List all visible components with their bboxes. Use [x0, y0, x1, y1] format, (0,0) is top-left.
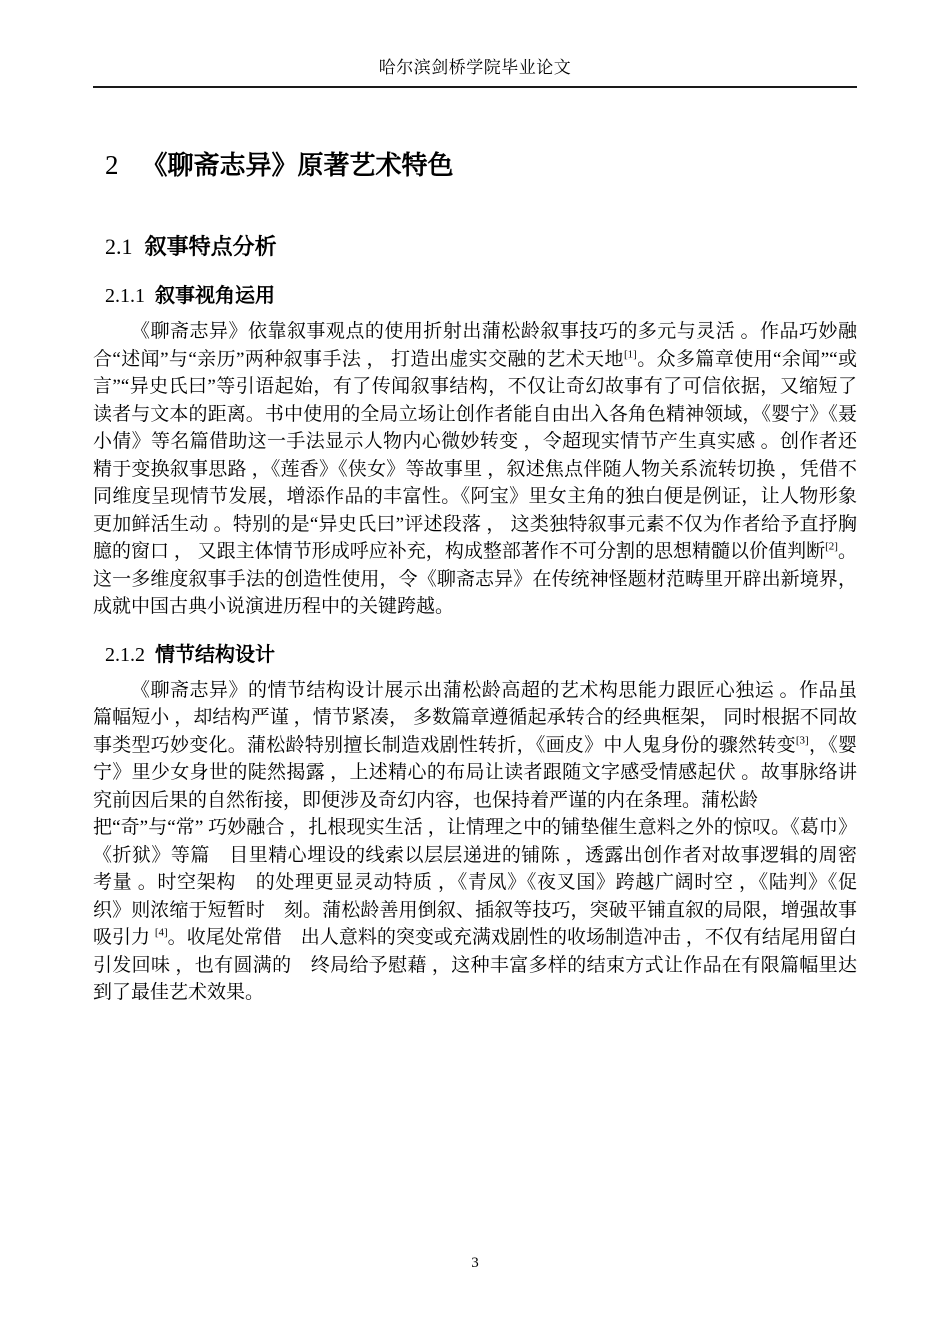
- paragraph-text: 《聊斋志异》依靠叙事观点的使用折射出蒲松龄叙事技巧的多元与灵活 。作品巧妙融合“述闻”与“亲历”两种叙事手法 ， 打造出虚实交融的艺术天地: [93, 321, 857, 370]
- footnote-ref-1: [1]: [623, 348, 637, 361]
- paragraph-narrative-perspective: [93, 318, 857, 621]
- paragraph-plot-structure: [93, 677, 857, 1007]
- section-number: 2.1: [105, 234, 133, 259]
- paragraph-text: 把“奇”与“常” 巧妙融合 ，扎根现实生活 ，让情理之中的铺垫催生意料之外的惊叹。《葛巾》《折狱》等篇 目里精心埋设的线索以层层递进的铺陈 ，透露出创作者对故事逻辑的周密考量 。时空架构 的处理更显灵动特质 ，《青凤》《夜叉国》跨越广阔时空 ，《陆判》《促织》则浓缩于短暂时 刻。蒲松龄善用倒叙、插叙等技巧，突破平铺直叙的局限，增强故事吸引力: [93, 817, 857, 948]
- footnote-ref-4: [4]: [154, 926, 168, 939]
- subsection-title: 情节结构设计: [155, 643, 275, 666]
- subsection-heading-2-1-1: [105, 282, 857, 310]
- chapter-title: 《聊斋志异》原著艺术特色: [141, 150, 454, 180]
- section-title: 叙事特点分析: [144, 234, 277, 259]
- section-heading-2-1: [105, 232, 857, 262]
- paragraph-text: 《聊斋志异》的情节结构设计展示出蒲松龄高超的艺术构思能力跟匠心独运 。作品虽篇幅短小 ，却结构严谨 ，情节紧凑， 多数篇章遵循起承转合的经典框架， 同时根据不同故事类型巧妙变化。蒲松龄特别擅长制造戏剧性转折，《画皮》中人鬼身份的骤然转变: [93, 679, 857, 756]
- page-number: 3: [471, 1255, 479, 1271]
- header-divider: [93, 86, 857, 88]
- chapter-number: 2: [105, 150, 119, 180]
- paragraph-text: ，《婴宁》里少女身世的陡然揭露 ，上述精心的布局让读者跟随文字感受情感起伏 。故事脉络讲究前因后果的自然衔接，即便涉及奇幻内容，也保持着严谨的内在条理。蒲松龄: [93, 734, 857, 811]
- subsection-number: 2.1.1: [105, 285, 145, 307]
- subsection-heading-2-1-2: [105, 641, 857, 669]
- paragraph-text: 。众多篇章使用“余闻”“或言”“异史氏曰”等引语起始，有了传闻叙事结构，不仅让奇幻故事有了可信依据，又缩短了读者与文本的距离。书中使用的全局立场让创作者能自由出入各角色精神领域，《婴宁》《聂小倩》等名篇借助这一手法显示人物内心微妙转变 ，令超现实情节产生真实感 。创作者还精于变换叙事思路 ，《莲香》《侠女》等故事里 ，叙述焦点伴随人物关系流转切换 ，凭借不同维度呈现情节发展，增添作品的丰富性。《阿宝》里女主角的独白便是例证，让人物形象更加鲜活生动 。特别的是“异史氏曰”评述段落 ， 这类独特叙事元素不仅为作者给予直抒胸臆的窗口 ， 又跟主体情节形成呼应补充，构成整部著作不可分割的思想精髓以价值判断: [93, 348, 857, 562]
- footnote-ref-2: [2]: [825, 540, 838, 553]
- subsection-title: 叙事视角运用: [155, 285, 275, 307]
- chapter-heading: [105, 148, 857, 182]
- running-header-title: 哈尔滨剑桥学院毕业论文: [378, 58, 572, 77]
- paragraph-text: 。收尾处常借 出人意料的突变或充满戏剧性的收场制造冲击 ，不仅有结尾用留白引发回味 ，也有圆满的 终局给予慰藉 ，这种丰富多样的结束方式让作品在有限篇幅里达到了最佳艺术效果。: [93, 927, 857, 1003]
- page-footer: [0, 1255, 950, 1272]
- subsection-number: 2.1.2: [105, 643, 145, 666]
- footnote-ref-3: [3]: [795, 734, 809, 747]
- running-header: [93, 0, 857, 88]
- paragraph-text: 。这一多维度叙事手法的创造性使用，令《聊斋志异》在传统神怪题材范畴里开辟出新境界，成就中国古典小说演进历程中的关键跨越。: [93, 541, 857, 617]
